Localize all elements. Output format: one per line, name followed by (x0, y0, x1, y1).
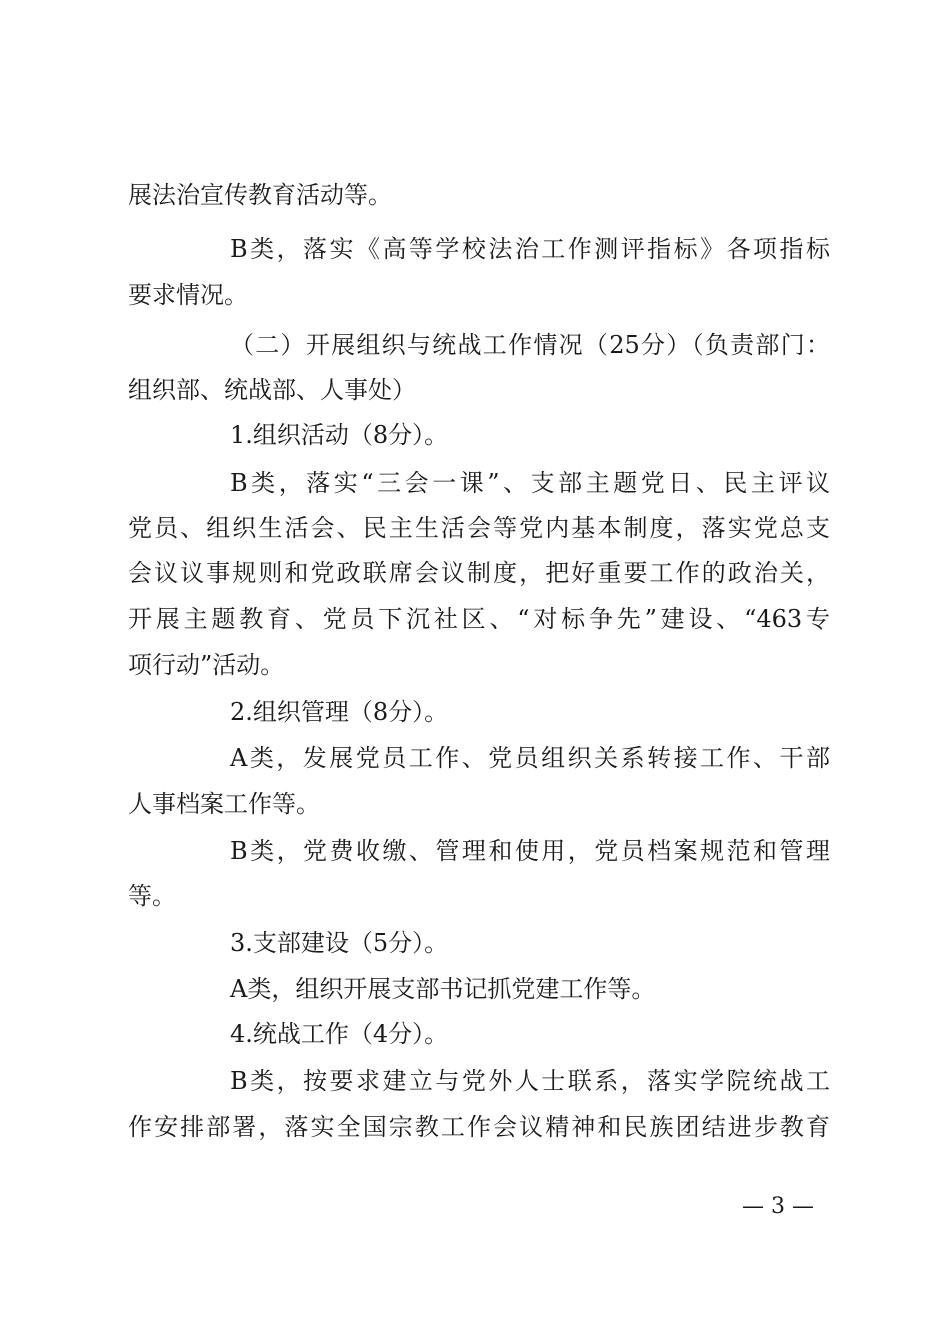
page-number: — 3 — (742, 1194, 814, 1219)
subsection-heading: 1.组织活动（8分）。 (230, 421, 449, 449)
text-line: 等。 (128, 882, 176, 910)
text-line: B类，落实“三会一课”、支部主题党日、民主评议 (230, 469, 830, 497)
subsection-heading: 2.组织管理（8分）。 (230, 698, 449, 726)
section-heading-continued: 组织部、统战部、人事处） (128, 376, 416, 404)
text-line: A类，发展党员工作、党员组织关系转接工作、干部 (230, 744, 830, 772)
text-line: 人事档案工作等。 (128, 790, 320, 818)
text-line: A类，组织开展支部书记抓党建工作等。 (230, 975, 656, 1003)
text-line: 开展主题教育、党员下沉社区、“对标争先”建设、“463专 (128, 605, 830, 633)
text-line: B类，按要求建立与党外人士联系，落实学院统战工 (230, 1067, 830, 1095)
text-line: 党员、组织生活会、民主生活会等党内基本制度，落实党总支 (128, 514, 830, 542)
text-line: 展法治宣传教育活动等。 (128, 181, 392, 209)
text-line: B类，落实《高等学校法治工作测评指标》各项指标 (230, 235, 830, 263)
text-line: 要求情况。 (128, 281, 248, 309)
text-line: 作安排部署，落实全国宗教工作会议精神和民族团结进步教育 (128, 1113, 830, 1141)
section-heading: （二）开展组织与统战工作情况（25分）（负责部门： (230, 331, 830, 359)
subsection-heading: 4.统战工作（4分）。 (230, 1020, 449, 1048)
text-line: 会议议事规则和党政联席会议制度，把好重要工作的政治关， (128, 559, 830, 587)
subsection-heading: 3.支部建设（5分）。 (230, 929, 449, 957)
text-line: B类，党费收缴、管理和使用，党员档案规范和管理 (230, 837, 830, 865)
text-line: 项行动”活动。 (128, 651, 285, 679)
